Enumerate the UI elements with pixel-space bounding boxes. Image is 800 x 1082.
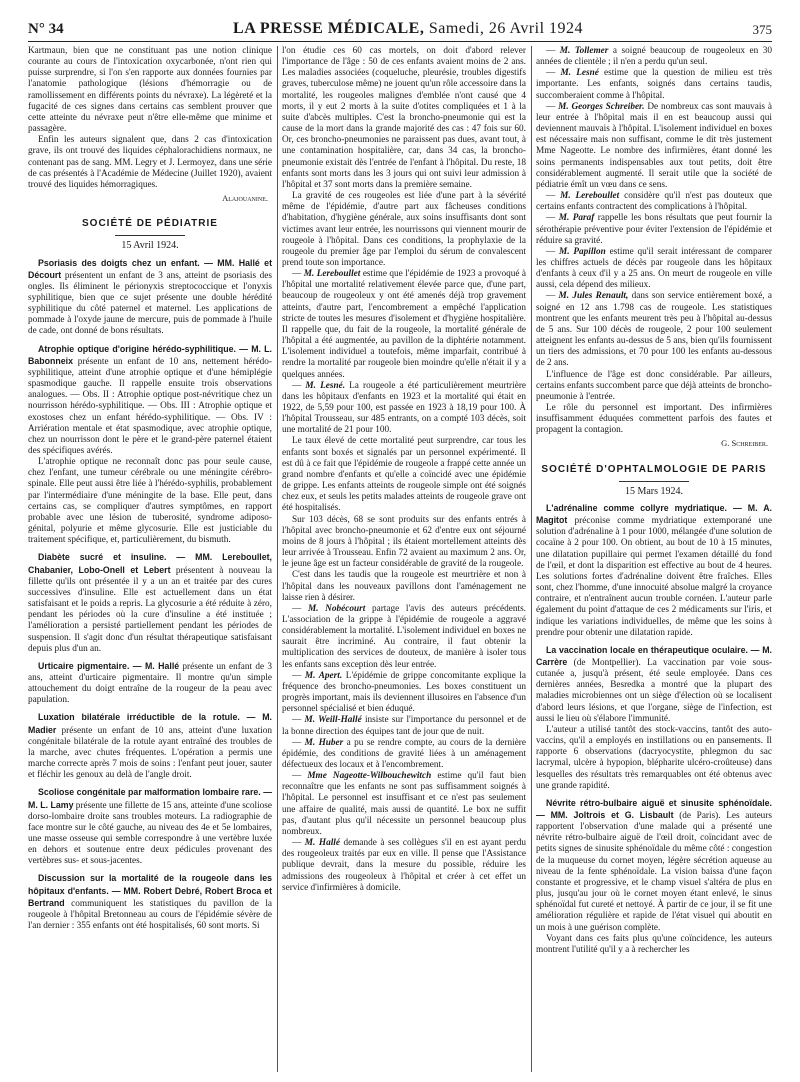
section-heading: SOCIÉTÉ DE PÉDIATRIE xyxy=(82,218,218,230)
paragraph-body: rappelle les bons résultats que peut fournir la sérothérapie préventive pour éviter l'extension de l'épidémie et réduire sa gravité. xyxy=(536,213,772,246)
speaker-name: M. Nobécourt xyxy=(307,603,366,614)
paragraph: — M. Hallé demande à ses collègues s'il en est ayant perdu des rougeoleux traités par eux en ville. Il pense que l'Assistance publique devrait, dans la mesure du possible, réduire les admissions des rougeoleux à l'hôpital et créer à cet effet un service d'infirmières à domicile. xyxy=(282,838,526,893)
section-date: 15 Mars 1924. xyxy=(624,485,684,497)
speaker-name: M. Hallé xyxy=(304,838,340,849)
paragraph-body: estime que l'épidémie de 1923 a provoqué à l'hôpital une mortalité relativement élevée parce que, d'une part, beaucoup de rougeoleux y ont été amenés déjà trop gravement atteints, d'autre part, l'encombrement a empêché l'application stricte de toutes les mesures d'isolement et d'hygiène hospitalière. Il rappelle que, du fait de la rougeole, la mortalité générale de l'hôpital a été augmentée, au pavillon de la diphtérie notamment. L'isolement individuel a toutefois, même imparfait, contribué à rendre la mortalité par rougeole bien moindre qu'elle n'était il y a quelques années. xyxy=(282,269,526,380)
entry-body: présentent à nouveau la fillette qu'ils ont présentée il y a un an et traitée par des cures successives d'insuline. Elle est actuellement dans un état satisfaisant et le poids a repris. La glycosurie a été réduite à zéro, pendant les périodes où la cure d'insuline a été instituée ; l'amélioration a persisté partiellement pendant les périodes de suspension. Il s'agit donc d'un résultat thérapeutique satisfaisant depuis plus d'un an. xyxy=(28,565,272,654)
speaker-name: Mme Nageotte-Wilbouchewitch xyxy=(307,771,432,782)
paragraph: — M. Lesné. La rougeole a été particulièrement meurtrière dans les hôpitaux d'enfants en 1923 et la mortalité qui était en 1922, de 5,59 pour 100, est passée en 1923 à 18,19 pour 100. À l'hôpital Trousseau, sur 485 entrants, on a compté 103 décès, soit une mortalité de 21 pour 100. xyxy=(282,380,526,436)
speaker-name: M. Apert. xyxy=(304,670,343,681)
column-rule-right xyxy=(531,46,532,1072)
entry-body: préconise comme mydriatique extemporané une solution d'adrénaline à 1 pour 1000, mélangée d'une solution de cocaïne à 2 pour 100. On obtient, au bout de 10 à 15 minutes, une dilatation pupillaire qui permet l'examen détaillé du fond de l'œil, et dont la disparition est effective au bout de 4 heures. Les solutions fortes d'adrénaline doivent être fraîches. Elles sont, chez l'homme, d'une innocuité absolue malgré la croyance contraire, et n'entraînent aucun trouble cornéen. L'auteur parle également du point d'attaque de ces 2 médicaments sur l'iris, et indique les variations individuelles, de même que les soins à prendre pour obtenir une dilatation rapide. xyxy=(536,516,772,638)
paragraph: Kartmaun, bien que ne constituant pas une notion clinique courante au cours de l'intoxication oxycarbonée, n'ont rien qui puisse surprendre, si l'on s'en rapporte aux données fournies par l'anatomie pathologique (lésions d'hémorragie ou de ramollissement en différents points du névraxe). La légèreté et la fugacité de ces signes dans certains cas semblent prouver que cette atteinte du névraxe peut n'être elle-même que minime et passagère. xyxy=(28,46,272,135)
paragraph: — M. Paraf rappelle les bons résultats que peut fournir la sérothérapie préventive pour éviter l'extension de l'épidémie et réduire sa gravité. xyxy=(536,213,772,246)
entry-lead: Diabète sucré et insuline. — MM. Lereboullet, Chabanier, Lobo-Onell et Lebert xyxy=(28,552,272,575)
speaker-name: M. Georges Schreiber. xyxy=(558,101,645,112)
paragraph: — M. Papillon estime qu'il serait intéressant de comparer les chiffres actuels de décès par rougeole dans les hôpitaux d'enfants à ceux d'il y a 25 ans. On meurt de rougeole en ville aussi, cela dépend des milieux. xyxy=(536,246,772,291)
entry-lead: Atrophie optique d'origine hérédo-syphilitique. — M. L. Babonneix xyxy=(28,343,272,366)
paragraph-body: estime qu'il serait intéressant de comparer les chiffres actuels de décès par rougeole dans les hôpitaux d'enfants à ceux d'il y a 25 ans. On meurt de rougeole en ville aussi, cela dépend des milieux. xyxy=(536,246,772,291)
section-rule xyxy=(115,235,185,236)
paragraph-body: a soigné beaucoup de rougeoleux en 30 années de clientèle ; il n'en a perdu qu'un seul. xyxy=(536,46,772,68)
column-3 xyxy=(536,46,772,1072)
paragraph: C'est dans les taudis que la rougeole est meurtrière et non à l'hôpital dans les nouveaux pavillons dont l'aménagement ne laisse rien à désirer. xyxy=(282,570,526,603)
speaker-name: M. Papillon xyxy=(559,246,606,257)
page-header xyxy=(28,12,772,42)
entry-body: (de Paris). Les auteurs rapportent l'observation d'une malade qui a présenté une névrite rétro-bulbaire aiguë de l'œil droit, coïncidant avec de petits signes de sinusite sphénoïdale du même côté : congestion de la muqueuse du cornet moyen, légère sécrétion aqueuse au niveau de la fente sphénoïdale. La vision baissa d'une façon constante et progressive, et le champ visuel s'altéra de plus en plus, jusqu'au jour où le cornet moyen étant enlevé, le sinus sphénoïdal fut cureté et nettoyé. À partir de ce jour, il se fit une amélioration régulière et rapide de l'état visuel qui aboutit en un mois à une guérison complète. xyxy=(536,811,772,933)
entry-lead: Scoliose congénitale par malformation lombaire rare. — M. L. Lamy xyxy=(28,787,272,810)
entry-body: (de Montpellier). La vaccination par voie sous-cutanée a, jusqu'à présent, été seule employée. Dans ces dernières années, Besredka a montré que la plupart des maladies microbiennes ont un siège d'élection où se localisent d'abord leurs lésions, et que l'organe, siège de l'infection, est aussi le lieu où s'élabore l'immunité. xyxy=(536,657,772,724)
paragraph-body: insiste sur l'importance du personnel et de la bonne direction des équipes tant de jour que de nuit. xyxy=(282,715,526,737)
journal-title: LA PRESSE MÉDICALE, xyxy=(233,20,425,37)
entry-lead: L'adrénaline comme collyre mydriatique. — M. A. Magitot xyxy=(536,502,772,526)
paragraph: — M. Lereboullet considère qu'il n'est pas douteux que certains enfants contractent des complications à l'hôpital. xyxy=(536,191,772,213)
speaker-name: M. Lesné xyxy=(560,68,599,79)
entry xyxy=(536,645,772,725)
entry-body: présente un enfant de 10 ans, atteint d'une luxation congénitale bilatérale de la rotule ayant entraîné des troubles de la marche, avec chutes fréquentes. L'opération a permis une marche correcte après 7 mois de soins : l'enfant peut jouer, sauter et fléchir les genoux au delà de l'angle droit. xyxy=(28,725,272,781)
paragraph: Enfin les auteurs signalent que, dans 2 cas d'intoxication grave, ils ont trouvé des liquides céphalorachidiens normaux, ne contenant pas de sang. MM. Legry et J. Lermoyez, dans une série de cas présentés à l'Académie de Médecine (Juillet 1920), avaient trouvé des liquides hémorragiques. xyxy=(28,135,272,190)
entry-lead: Psoriasis des doigts chez un enfant. — MM. Hallé et Décourt xyxy=(28,257,272,280)
author-signature: G. Schreiber. xyxy=(721,438,768,449)
entry-lead: La vaccination locale en thérapeutique oculaire. — M. Carrère xyxy=(536,644,772,667)
paragraph: — Mme Nageotte-Wilbouchewitch estime qu'il faut bien reconnaître que les enfants ne sont pas suffisamment soignés à l'hôpital. Le personnel est insuffisant et ce n'est pas seulement une affaire de qualité, mais aussi de quantité. Le box ne suffit pas, d'autant plus qu'il nécessite un personnel beaucoup plus nombreux. xyxy=(282,771,526,837)
section-heading: SOCIÉTÉ D'OPHTALMOLOGIE DE PARIS xyxy=(541,463,767,475)
section-date: 15 Avril 1924. xyxy=(121,240,179,252)
paragraph: — M. Jules Renault, dans son service entièrement boxé, a soigné en 12 ans 1.798 cas de rougeole. Les statistiques montrent que les enfants meurent très peu à l'hôpital au-dessus de 5 ans. Sur 100 décès de rougeole, 2 pour 100 seulement atteignent les enfants au-dessus de 5 ans, bien qu'ils fournissent un tiers des admissions, et 70 pour 100 les enfants au-dessous de 2 ans. xyxy=(536,291,772,369)
paragraph: La gravité de ces rougeoles est liée d'une part à la sévérité même de l'épidémie, d'autre part aux fâcheuses conditions d'habitation, d'hygiène générale, aux soins insuffisants dont sont victimes avant leur entrée, les nourrissons qui viennent mourir de rougeole à l'hôpital. Dans ces conditions, la prophylaxie de la rougeole du premier âge par l'emploi du sérum de convalescent prend toute son importance. xyxy=(282,191,526,268)
paragraph: Le rôle du personnel est important. Des infirmières insuffisamment éduquées commettent parfois des fautes et propagent la contagion. xyxy=(536,403,772,436)
entry xyxy=(28,873,272,932)
issue-number: N° 34 xyxy=(28,21,64,37)
entry-body: présente un enfant de 3 ans, atteint d'urticaire pigmentaire. Il montre qu'un simple attouchement du doigt entraîne de la rougeur de la peau avec papulation. xyxy=(28,661,272,706)
paragraph: — M. Weill-Hallé insiste sur l'importance du personnel et de la bonne direction des équipes tant de jour que de nuit. xyxy=(282,715,526,737)
paragraph: l'on étudie ces 60 cas mortels, on doit d'abord relever l'importance de l'âge : 50 de ces enfants avaient moins de 2 ans. Les maladies associées (coqueluche, pleurésie, troubles digestifs graves, tuberculose même) ne jouent qu'un rôle accessoire dans la mortalité, les rougeoles malignes d'emblée n'ont causé que 4 morts, il y eut 2 morts à la suite d'otites compliquées et 1 à la suite d'abcès multiples. C'est la broncho-pneumonie qui est la cause de la mort dans la grande majorité des cas : 47 fois sur 60. Or, ces broncho-pneumonies ne paraissent pas dues, avant tout, à une contamination hospitalière, car, dans 34 cas, la broncho-pneumonie existait dès l'entrée de l'enfant à l'hôpital. Du reste, 18 enfants sont morts dans les 3 jours qui ont suivi leur admission à l'hôpital et 37 sont morts dans la première semaine. xyxy=(282,46,526,190)
entry-body: communiquent les statistiques du pavillon de la rougeole à l'hôpital Bretonneau au cours de l'épidémie sévère de l'an dernier : 355 enfants ont été hospitalisés, 60 sont morts. Si xyxy=(28,898,272,932)
issue-date: Samedi, 26 Avril 1924 xyxy=(424,20,584,37)
section-rule xyxy=(619,481,689,482)
column-rule-left xyxy=(277,46,278,1072)
paragraph-body: dans son service entièrement boxé, a soigné en 12 ans 1.798 cas de rougeole. Les statistiques montrent que les enfants meurent très peu à l'hôpital au-dessus de 5 ans. Sur 100 décès de rougeole, 2 pour 100 seulement atteignent les enfants au-dessus de 5 ans, bien qu'ils fournissent un tiers des admissions, et 70 pour 100 les enfants au-dessous de 2 ans. xyxy=(536,291,772,369)
entry xyxy=(536,798,772,934)
speaker-name: M. Weill-Hallé xyxy=(304,715,362,726)
masthead xyxy=(233,20,583,38)
speaker-name: M. Huber xyxy=(304,737,344,748)
paragraph-body: considère qu'il n'est pas douteux que certains enfants contractent des complications à l'hôpital. xyxy=(536,191,772,213)
paragraph: — M. Huber a pu se rendre compte, au cours de la dernière épidémie, des conditions de gravité liées à un aménagement défectueux des locaux et à l'encombrement. xyxy=(282,737,526,770)
paragraph: L'influence de l'âge est donc considérable. Par ailleurs, certains enfants succombent parce que déjà atteints de broncho-pneumonie à l'entrée. xyxy=(536,369,772,402)
speaker-name: M. Lereboullet xyxy=(303,269,361,280)
paragraph: — M. Apert. L'épidémie de grippe concomitante explique la fréquence des broncho-pneumonies. Les boxes constituent un progrès important, mais ils deviennent illusoires en l'absence d'un personnel spécialisé et bien éduqué. xyxy=(282,670,526,715)
paragraph-body: a pu se rendre compte, au cours de la dernière épidémie, des conditions de gravité liées à un aménagement défectueux des locaux et à l'encombrement. xyxy=(282,737,526,770)
author-signature: Alajouanine. xyxy=(222,193,268,204)
entry-body: présente une fillette de 15 ans, atteinte d'une scoliose dorso-lombaire droite sans troubles moteurs. La radiographie de face montre sur le côté gauche, au niveau des 4e et 5e lombaires, une masse osseuse qui semble correspondre à une vertèbre luxée en dehors et soutenue entre deux pédicules provenant des vertèbres sus- et sous-jacentes. xyxy=(28,800,272,867)
paragraph-body: estime que la question de milieu est très importante. Les enfants, soignés dans certains taudis, succomberaient comme à l'hôpital. xyxy=(536,68,772,101)
speaker-name: M. Tollemer xyxy=(559,46,609,56)
paragraph-body: La rougeole a été particulièrement meurtrière dans les hôpitaux d'enfants en 1923 et la mortalité qui était en 1922, de 5,59 pour 100, est passée en 1923 à 18,19 pour 100. À l'hôpital Trousseau, sur 485 entrants, on a compté 103 décès, soit une mortalité de 21 pour 100. xyxy=(282,380,526,436)
speaker-name: M. Lesné. xyxy=(305,380,346,391)
entry xyxy=(28,344,272,458)
speaker-name: M. Lereboullet xyxy=(560,191,620,202)
paragraph: — M. Tollemer a soigné beaucoup de rougeoleux en 30 années de clientèle ; il n'en a perdu qu'un seul. xyxy=(536,46,772,68)
paragraph-body: demande à ses collègues s'il en est ayant perdu des rougeoleux traités par eux en ville. Il pense que l'Assistance publique devrait, dans la mesure du possible, réduire les admissions des rougeoleux à l'hôpital et créer à cet effet un service d'infirmières à domicile. xyxy=(282,838,526,893)
paragraph: — M. Nobécourt partage l'avis des auteurs précédents. L'association de la grippe à l'épidémie de rougeole a aggravé considérablement la mortalité. L'isolement individuel en boxes ne saurait être incriminé. Au contraire, il faut obtenir la multiplication des services de douteux, de manière à isoler tous les enfants sans exception dès leur entrée. xyxy=(282,603,526,670)
paragraph-body: partage l'avis des auteurs précédents. L'association de la grippe à l'épidémie de rougeole a aggravé considérablement la mortalité. L'isolement individuel en boxes ne saurait être incriminé. Au contraire, il faut obtenir la multiplication des services de douteux, de manière à isoler tous les enfants sans exception dès leur entrée. xyxy=(282,603,526,670)
entry xyxy=(28,552,272,654)
entry xyxy=(28,787,272,867)
entry-body: présente un enfant de 10 ans, nettement hérédo-syphilitique, atteint d'une atrophie optique et d'une hémiplégie spasmodique gauche. Il rappelle ensuite trois observations analogues. — Obs. II : Atrophie optique post-névritique chez un nourrisson hérédo-syphilitique. — Obs. III : Atrophie optique et exostoses chez un enfant hérédo-syphilitique. — Obs. IV : Arriération mentale et état spasmodique, avec atrophie optique, chez un nourrisson dont le père et le grand-père paternel étaient des spécifiques avérés. xyxy=(28,356,272,456)
entry xyxy=(28,661,272,707)
paragraph: — M. Lesné estime que la question de milieu est très importante. Les enfants, soignés dans certains taudis, succomberaient comme à l'hôpital. xyxy=(536,68,772,101)
paragraph: L'atrophie optique ne reconnaît donc pas pour seule cause, chez l'enfant, une tumeur cérébrale ou une méningite cérébro-spinale. Elle peut aussi être liée à l'hérédo-syphilis, probablement par l'intermédiaire d'une méningite de la base. Elle peut, dans certains cas, se compliquer d'autres symptômes, en rapport probable avec une lésion de tuberosité, syndrome adiposo-génital, polyurie et même glycosurie. Elle est justiciable du traitement spécifique, et, particulièrement, du bismuth. xyxy=(28,457,272,546)
paragraph-body: De nombreux cas sont mauvais à leur entrée à l'hôpital mais il en est beaucoup aussi qui deviennent mauvais à l'hôpital. L'isolement individuel en boxes est nécessaire mais non suffisant, comme le dit très justement Mme Nageotte. Le nombre des infirmières, étant donné les soins permanents indispensables aux tout petits, doit être considérablement augmenté. Il serait utile que la société de pédiatrie émît un vœu dans ce sens. xyxy=(536,101,772,190)
column-1 xyxy=(28,46,272,1072)
paragraph: Sur 103 décès, 68 se sont produits sur des enfants entrés à l'hôpital avec broncho-pneumonie et 62 d'entre eux ont séjourné moins de 8 jours à l'hôpital ; ils étaient mortellement atteints dès leur arrivée à Trousseau. Enfin 72 avaient au maximum 2 ans. Or, le jeune âge est un facteur considérable de gravité de la rougeole. xyxy=(282,514,526,570)
paragraph: Voyant dans ces faits plus qu'une coïncidence, les auteurs montrent l'utilité qu'il y a à rechercher les xyxy=(536,933,772,955)
paragraph: Le taux élevé de cette mortalité peut surprendre, car tous les enfants sont boxés et signalés par un personnel expérimenté. Il est dû à ce fait que l'épidémie de rougeole a frappé cette année un grand nombre d'enfants et qu'elle a coïncidé avec une épidémie de grippe. Les enfants atteints de rougeole simple ont été soignés chez eux, et seuls les petits malades atteints de rougeole grave ont été hospitalisés. xyxy=(282,436,526,514)
entry xyxy=(536,503,772,639)
paragraph: L'auteur a utilisé tantôt des stock-vaccins, tantôt des auto-vaccins, qu'il a employés en instillations ou en pansements. Il rapporte 6 observations (dacryocystite, phlegmon du sac lacrymal, ulcère à hypopion, blépharite ulcéro-croûteuse) dans lesquelles des résultats très remarquables ont été obtenus avec une grande rapidité. xyxy=(536,724,772,791)
entry-lead: Névrite rétro-bulbaire aiguë et sinusite sphénoïdale. — MM. Joltrois et G. Lisbault xyxy=(536,797,772,820)
entry xyxy=(28,712,272,781)
speaker-name: M. Jules Renault, xyxy=(558,291,629,302)
paragraph-body: estime qu'il faut bien reconnaître que les enfants ne sont pas suffisamment soignés à l'hôpital. Le personnel est insuffisant et ce n'est pas seulement une affaire de qualité, mais aussi de quantité. Le box ne suffit pas, d'autant plus qu'il nécessite un personnel beaucoup plus nombreux. xyxy=(282,771,526,837)
paragraph: — M. Georges Schreiber. De nombreux cas sont mauvais à leur entrée à l'hôpital mais il en est beaucoup aussi qui deviennent mauvais à l'hôpital. L'isolement individuel en boxes est nécessaire mais non suffisant, comme le dit très justement Mme Nageotte. Le nombre des infirmières, étant donné les soins permanents indispensables aux tout petits, doit être considérablement augmenté. Il serait utile que la société de pédiatrie émît un vœu dans ce sens. xyxy=(536,101,772,190)
entry xyxy=(28,258,272,338)
entry-body: présentent un enfant de 3 ans, atteint de psoriasis des ongles. Ils éliminent le périonyxis streptococcique et l'onyxis syphilitique, bien que ce sujet présente une double hérédité syphilitique du côté paternel et maternel. Les applications de pommade à l'oxyde jaune de mercure, puis de pommade à l'huile de cade, ont donné de bons résultats. xyxy=(28,270,272,337)
page-number: 375 xyxy=(752,22,772,37)
entry-lead: Luxation bilatérale irréductible de la rotule. — M. Madier xyxy=(28,712,272,735)
column-2 xyxy=(282,46,526,1072)
paragraph: — M. Lereboullet estime que l'épidémie de 1923 a provoqué à l'hôpital une mortalité relativement élevée parce que, d'une part, beaucoup de rougeoleux y ont été amenés déjà trop gravement atteints, d'autre part, l'encombrement a empêché l'application stricte de toutes les mesures d'isolement et d'hygiène hospitalière. Il rappelle que, du fait de la rougeole, la mortalité générale de l'hôpital a été augmentée, au pavillon de la diphtérie notamment. L'isolement individuel a toutefois, même imparfait, contribué à rendre la mortalité par rougeole bien moindre qu'elle n'était il y a quelques années. xyxy=(282,269,526,380)
speaker-name: M. Paraf xyxy=(558,213,595,224)
paragraph-body: L'épidémie de grippe concomitante explique la fréquence des broncho-pneumonies. Les boxes constituent un progrès important, mais ils deviennent illusoires en l'absence d'un personnel spécialisé et bien éduqué. xyxy=(282,670,526,715)
entry-lead: Discussion sur la mortalité de la rougeole dans les hôpitaux d'enfants. — MM. Robert Debré, Robert Broca et Bertrand xyxy=(28,873,272,908)
entry-lead: Urticaire pigmentaire. — M. Hallé xyxy=(38,660,180,671)
